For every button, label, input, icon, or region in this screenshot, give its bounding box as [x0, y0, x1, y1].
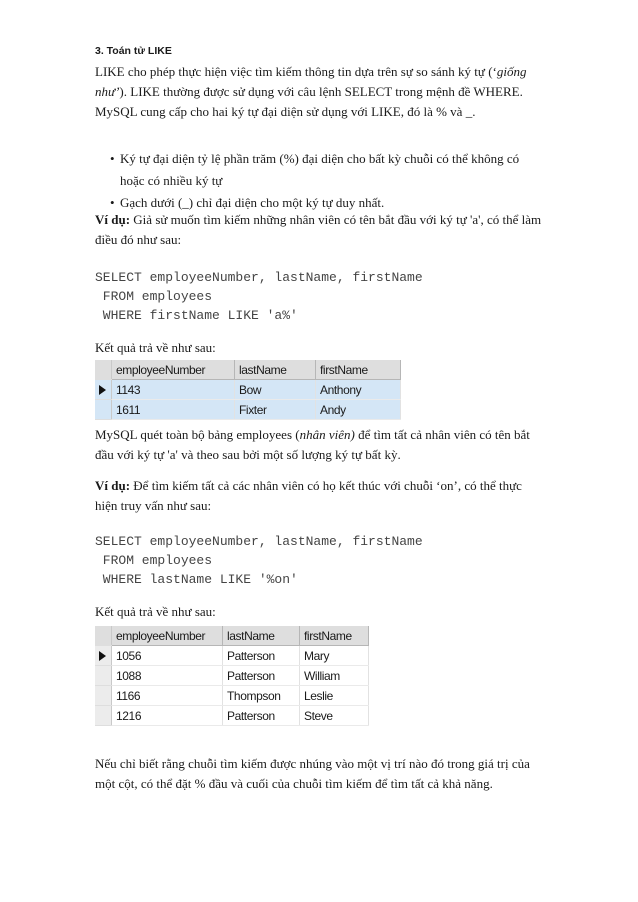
intro-text-2: ). LIKE thường được sử dụng với câu lệnh SELECT trong mệnh đề WHERE. MySQL cung cấp cho hai ký tự đại diện sử dụng với LIKE, đó là % và _. [95, 84, 523, 119]
table-row[interactable] [95, 686, 369, 706]
result-label-1: Kết quả trả về như sau: [95, 340, 216, 355]
bullet-icon: • [110, 195, 115, 210]
table-cell[interactable]: 1143 [112, 380, 235, 400]
table-cell[interactable]: 1166 [112, 686, 223, 706]
result-label-2: Kết quả trả về như sau: [95, 604, 216, 619]
table-cell[interactable]: Thompson [223, 686, 300, 706]
table-cell[interactable]: Andy [316, 400, 401, 420]
row-header[interactable] [95, 380, 112, 400]
table-row[interactable] [95, 380, 401, 400]
table-cell[interactable]: Bow [235, 380, 316, 400]
wildcard-list [95, 148, 545, 214]
result-grid-1 [95, 360, 401, 420]
row-header-corner [95, 360, 112, 380]
column-header[interactable]: employeeNumber [112, 360, 235, 380]
row-header[interactable] [95, 666, 112, 686]
row-header-corner [95, 626, 112, 646]
grid-header-row [95, 360, 401, 380]
table-row[interactable] [95, 666, 369, 686]
row-header[interactable] [95, 686, 112, 706]
table-cell[interactable]: Mary [300, 646, 369, 666]
current-row-arrow-icon [99, 385, 106, 395]
column-header[interactable]: lastName [235, 360, 316, 380]
table-cell[interactable]: Steve [300, 706, 369, 726]
explanation-text-2: để tìm tất cả nhân viên có tên bắt đầu với ký tự 'a' và theo sau bởi một số lượng ký tự bất kỳ. [95, 427, 530, 462]
list-item-text: Gạch dưới (_) chỉ đại diện cho một ký tự duy nhất. [120, 195, 385, 210]
grid-header-row [95, 626, 369, 646]
column-header[interactable]: firstName [300, 626, 369, 646]
list-item-text: Ký tự đại diện tỷ lệ phần trăm (%) đại diện cho bất kỳ chuỗi có thể không có hoặc có nhiều ký tự [120, 151, 520, 188]
table-row[interactable] [95, 706, 369, 726]
sql-code-block-2: SELECT employeeNumber, lastName, firstName FROM employees WHERE lastName LIKE '%on' [95, 534, 423, 587]
explanation-text-1: MySQL quét toàn bộ bảng employees ( [95, 427, 300, 442]
table-cell[interactable]: 1056 [112, 646, 223, 666]
explanation-italic: nhân viên) [299, 427, 355, 442]
bullet-icon: • [110, 151, 115, 166]
table-cell[interactable]: 1611 [112, 400, 235, 420]
intro-paragraph [95, 62, 545, 122]
table-cell[interactable]: Patterson [223, 646, 300, 666]
example2-text: Để tìm kiếm tất cả các nhân viên có họ kết thúc với chuỗi ‘on’, có thể thực hiện truy vấn như sau: [95, 478, 522, 513]
table-cell[interactable]: Anthony [316, 380, 401, 400]
table-cell[interactable]: Leslie [300, 686, 369, 706]
example2-paragraph [95, 476, 545, 516]
intro-text-1: LIKE cho phép thực hiện việc tìm kiếm thông tin dựa trên sự so sánh ký tự (‘ [95, 64, 497, 79]
closing-paragraph: Nếu chỉ biết rằng chuỗi tìm kiếm được nhúng vào một vị trí nào đó trong giá trị của một cột, có thể đặt % đầu và cuối của chuỗi tìm kiếm để tìm tất cả khả năng. [95, 756, 530, 791]
row-header[interactable] [95, 706, 112, 726]
row-header[interactable] [95, 400, 112, 420]
list-item [95, 148, 545, 192]
column-header[interactable]: firstName [316, 360, 401, 380]
table-row[interactable] [95, 400, 401, 420]
explanation-paragraph [95, 425, 545, 465]
intro-italic: giống như’ [95, 64, 527, 99]
table-cell[interactable]: 1088 [112, 666, 223, 686]
section-title: 3. Toán tử LIKE [95, 45, 172, 57]
row-header[interactable] [95, 646, 112, 666]
example1-text: Giả sử muốn tìm kiếm những nhân viên có tên bắt đầu với ký tự 'a', có thể làm điều đó như sau: [95, 212, 542, 247]
column-header[interactable]: employeeNumber [112, 626, 223, 646]
table-row[interactable] [95, 646, 369, 666]
column-header[interactable]: lastName [223, 626, 300, 646]
result-grid-2 [95, 626, 369, 726]
table-cell[interactable]: 1216 [112, 706, 223, 726]
table-cell[interactable]: Fixter [235, 400, 316, 420]
example1-label: Ví dụ: [95, 212, 131, 227]
table-cell[interactable]: Patterson [223, 666, 300, 686]
table-cell[interactable]: William [300, 666, 369, 686]
example2-label: Ví dụ: [95, 478, 131, 493]
example1-paragraph [95, 210, 545, 250]
current-row-arrow-icon [99, 651, 106, 661]
sql-code-block-1: SELECT employeeNumber, lastName, firstName FROM employees WHERE firstName LIKE 'a%' [95, 270, 423, 323]
table-cell[interactable]: Patterson [223, 706, 300, 726]
